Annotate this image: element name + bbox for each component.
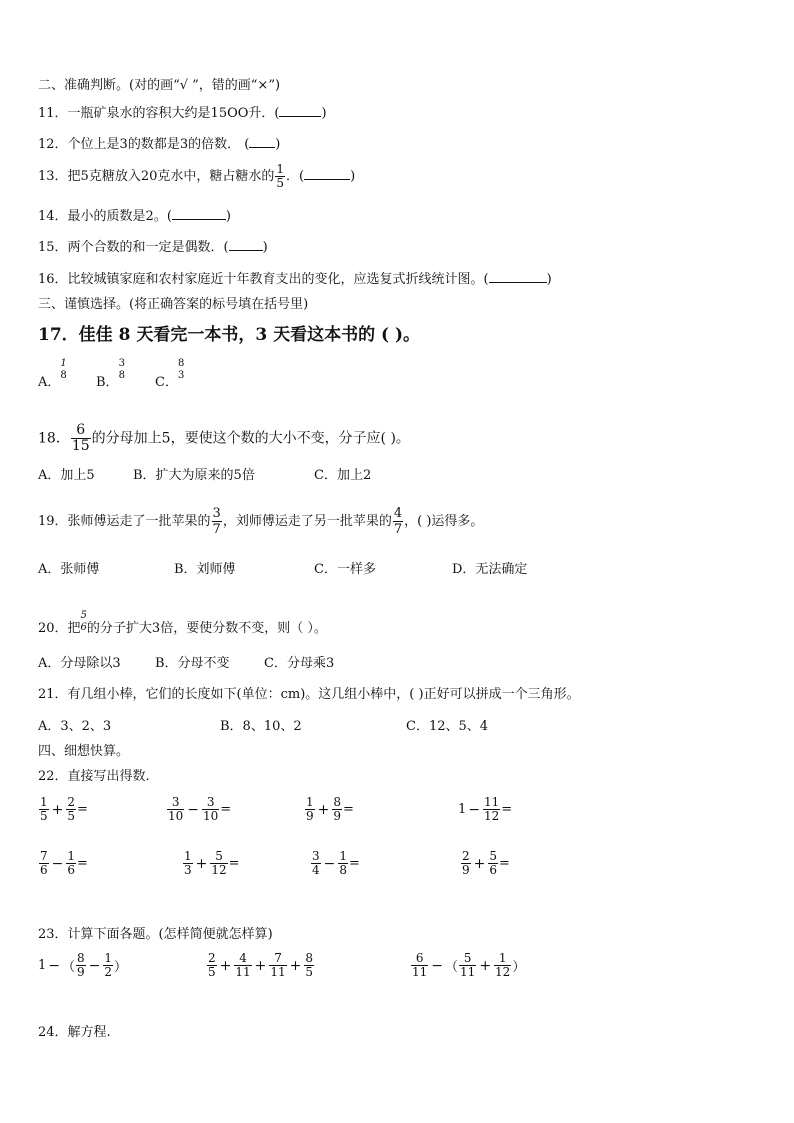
- q18-option-c[interactable]: C．加上2: [314, 468, 372, 483]
- question-18-text: 的分母加上5，要使这个数的大小不变，分子应( )。: [91, 430, 410, 447]
- q20-option-a[interactable]: A．分母除以3: [38, 656, 121, 671]
- fraction: [483, 796, 500, 823]
- numerator: 3: [312, 849, 320, 863]
- option-label: B．: [96, 375, 119, 390]
- numerator: 1: [339, 849, 348, 863]
- question-15: 15．两个合数的和一定是偶数．( ): [38, 240, 268, 255]
- numerator: 11: [484, 795, 500, 809]
- denominator: 9: [77, 965, 85, 979]
- equals-sign: =: [343, 802, 354, 817]
- question-13-text: 13．把5克糖放入20克水中，糖占糖水的: [38, 169, 275, 184]
- denominator: 9: [333, 809, 342, 823]
- numerator: 8: [77, 951, 85, 965]
- fraction: [71, 423, 91, 454]
- answer-blank[interactable]: [249, 135, 275, 148]
- denominator: 12: [484, 809, 500, 823]
- denominator: 2: [104, 965, 113, 979]
- denominator: 11: [412, 965, 428, 979]
- equals-sign: =: [499, 856, 510, 871]
- question-19-text-b: ，刘师傅运走了另一批苹果的: [222, 514, 392, 529]
- fraction: [178, 358, 184, 382]
- question-19: [38, 506, 483, 537]
- q23-expression-2: [206, 952, 315, 979]
- left-paren: （: [62, 960, 76, 975]
- q19-option-d[interactable]: D．无法确定: [452, 562, 528, 577]
- fraction: [275, 163, 285, 190]
- option-label: C．: [155, 375, 178, 390]
- fraction: [494, 952, 511, 979]
- question-21: 21．有几组小棒，它们的长度如下(单位：cm)。这几组小棒中，( )正好可以拼成一个三角形。: [38, 687, 580, 702]
- question-11: 11．一瓶矿泉水的容积大约是15OO升．( ): [38, 106, 327, 121]
- calc-item: [458, 796, 512, 823]
- question-22: 22．直接写出得数.: [38, 769, 150, 784]
- denominator: 11: [235, 965, 251, 979]
- denominator: 5: [67, 809, 76, 823]
- operator: −: [468, 801, 481, 818]
- denominator: 3: [184, 863, 192, 877]
- denominator: 5: [276, 176, 284, 190]
- answer-blank[interactable]: [172, 207, 226, 220]
- numerator: 1: [184, 849, 192, 863]
- q21-option-b[interactable]: B．8、10、2: [220, 719, 302, 734]
- denominator: 5: [305, 965, 314, 979]
- denominator: 6: [40, 863, 48, 877]
- denominator: 6: [80, 622, 87, 633]
- calc-item: [310, 850, 360, 877]
- equals-sign: =: [349, 856, 360, 871]
- question-16: 16．比较城镇家庭和农村家庭近十年教育支出的变化，应选复式折线统计图。( ): [38, 272, 552, 287]
- fraction: [459, 952, 476, 979]
- section-3-title: 三、谨慎选择。(将正确答案的标号填在括号里): [38, 297, 309, 312]
- denominator: 12: [211, 863, 227, 877]
- denominator: 6: [67, 863, 76, 877]
- numerator: 6: [415, 951, 424, 965]
- q17-option-c[interactable]: [155, 358, 185, 392]
- numerator: 4: [393, 506, 403, 521]
- numerator: 1: [498, 951, 507, 965]
- denominator: 8: [339, 863, 348, 877]
- question-12-text: 12．个位上是3的数都是3的倍数． (: [38, 137, 250, 152]
- operator: +: [473, 855, 486, 872]
- q19-option-c[interactable]: C．一样多: [314, 562, 376, 577]
- fraction: [393, 506, 403, 537]
- q23-expression-3: [410, 952, 525, 979]
- numerator: 4: [239, 951, 247, 965]
- fraction: [304, 952, 314, 979]
- fraction: [332, 796, 342, 823]
- numerator: 2: [208, 951, 216, 965]
- fraction: [234, 952, 251, 979]
- denominator: 4: [312, 863, 320, 877]
- operator: +: [195, 855, 208, 872]
- equals-sign: =: [220, 802, 232, 817]
- q20-option-c[interactable]: C．分母乘3: [264, 656, 335, 671]
- whole-number: 1: [458, 802, 467, 817]
- calc-item: [460, 850, 510, 877]
- numerator: 1: [67, 849, 76, 863]
- fraction: [212, 506, 222, 537]
- question-18: [38, 423, 410, 454]
- question-16-text: 16．比较城镇家庭和农村家庭近十年教育支出的变化，应选复式折线统计图。(: [38, 272, 489, 287]
- operator: −: [187, 801, 200, 818]
- numerator: 1: [40, 795, 48, 809]
- numerator: 5: [463, 951, 472, 965]
- operator: −: [51, 855, 64, 872]
- fraction: [305, 796, 315, 823]
- operator: +: [317, 801, 330, 818]
- operator: +: [51, 801, 64, 818]
- equals-sign: =: [501, 802, 513, 817]
- calc-item: [304, 796, 354, 823]
- numerator: 2: [67, 795, 76, 809]
- q18-option-a[interactable]: A．加上5: [38, 468, 95, 483]
- right-paren: ）: [114, 960, 128, 975]
- question-17: 17．佳佳 8 天看完一本书，3 天看这本书的 ( )。: [38, 325, 420, 345]
- numerator: 1: [306, 795, 314, 809]
- question-19-text-a: 19．张师傅运走了一批苹果的: [38, 514, 211, 529]
- question-24: 24．解方程.: [38, 1025, 111, 1040]
- fraction: [66, 850, 76, 877]
- operator: −: [431, 957, 444, 974]
- right-paren: ）: [512, 960, 526, 975]
- denominator: 15: [71, 438, 90, 454]
- numerator: 3: [212, 506, 221, 521]
- numerator: 3: [118, 358, 125, 369]
- question-13-post: ．(: [286, 169, 305, 184]
- question-14: 14．最小的质数是2。( ): [38, 209, 231, 224]
- fraction: [76, 952, 86, 979]
- fraction: [66, 796, 76, 823]
- question-12: 12．个位上是3的数都是3的倍数． ( ): [38, 137, 281, 152]
- numerator: 3: [171, 795, 180, 809]
- fraction: [210, 850, 227, 877]
- operator: +: [254, 957, 267, 974]
- numerator: 5: [489, 849, 498, 863]
- equals-sign: =: [77, 856, 88, 871]
- fraction: [311, 850, 321, 877]
- denominator: 6: [489, 863, 498, 877]
- section-4-title: 四、细想快算。: [38, 744, 130, 759]
- numerator: 7: [274, 951, 282, 965]
- fraction: [202, 796, 219, 823]
- question-20-number: 20．把: [38, 621, 81, 636]
- operator: −: [323, 855, 336, 872]
- calc-item: [182, 850, 240, 877]
- numerator: 1: [104, 951, 113, 965]
- equals-sign: =: [77, 802, 88, 817]
- denominator: 7: [393, 522, 403, 537]
- numerator: 7: [40, 849, 48, 863]
- q17-option-b[interactable]: [96, 358, 125, 392]
- numerator: 8: [305, 951, 314, 965]
- fraction: [39, 850, 49, 877]
- operator: +: [479, 957, 492, 974]
- calc-item: [38, 850, 88, 877]
- fraction: [183, 850, 193, 877]
- numerator: 8: [333, 795, 342, 809]
- option-label: A．: [38, 375, 61, 390]
- denominator: 10: [203, 809, 219, 823]
- denominator: 8: [60, 370, 67, 381]
- numerator: 5: [215, 849, 223, 863]
- fraction: [338, 850, 348, 877]
- fraction: [119, 358, 125, 382]
- denominator: 8: [118, 370, 125, 381]
- question-13: 13．把5克糖放入20克水中，糖占糖水的 $\frac{1}{5}$ ．( ): [38, 162, 356, 190]
- fraction: [81, 610, 87, 634]
- answer-blank[interactable]: [229, 238, 263, 251]
- numerator: 6: [76, 422, 86, 438]
- answer-blank[interactable]: [304, 167, 350, 180]
- question-14-text: 14．最小的质数是2。(: [38, 209, 172, 224]
- denominator: 5: [40, 809, 48, 823]
- denominator: 11: [270, 965, 286, 979]
- denominator: 12: [495, 965, 511, 979]
- numerator: 1: [60, 358, 67, 369]
- question-11-text: 11．一瓶矿泉水的容积大约是15OO升．(: [38, 106, 280, 121]
- equals-sign: =: [228, 856, 240, 871]
- numerator: 2: [462, 849, 470, 863]
- denominator: 3: [177, 370, 185, 381]
- numerator: 3: [206, 795, 215, 809]
- left-paren: （: [445, 960, 459, 975]
- question-23: 23．计算下面各题。(怎样简便就怎样算): [38, 927, 273, 942]
- q19-option-b[interactable]: B．刘师傅: [174, 562, 236, 577]
- denominator: 9: [462, 863, 470, 877]
- fraction: [488, 850, 498, 877]
- q20-option-b[interactable]: B．分母不变: [155, 656, 230, 671]
- fraction: [60, 358, 66, 382]
- numerator: 1: [276, 162, 284, 176]
- q19-option-a[interactable]: A．张师傅: [38, 562, 100, 577]
- calc-item: [38, 796, 88, 823]
- q17-option-a[interactable]: [38, 358, 67, 392]
- question-20-text: 的分子扩大3倍，要使分数不变，则（ ）。: [86, 621, 327, 636]
- numerator: 5: [80, 610, 87, 621]
- whole-number: 1: [38, 958, 47, 973]
- denominator: 7: [212, 522, 221, 537]
- fraction: [103, 952, 113, 979]
- denominator: 11: [460, 965, 476, 979]
- q21-option-c[interactable]: C．12、5、4: [406, 719, 489, 734]
- q21-option-a[interactable]: A．3、2、3: [38, 719, 112, 734]
- fraction: [207, 952, 217, 979]
- denominator: 5: [208, 965, 216, 979]
- question-19-text-c: ，( )运得多。: [404, 514, 484, 529]
- calc-item: [166, 796, 231, 823]
- fraction: [39, 796, 49, 823]
- section-2-title: 二、准确判断。(对的画“√ ”，错的画“×”): [38, 78, 281, 93]
- question-18-number: 18．: [38, 430, 70, 447]
- answer-blank[interactable]: [489, 270, 547, 283]
- operator: +: [219, 957, 232, 974]
- question-20: [38, 610, 327, 648]
- operator: −: [48, 957, 61, 974]
- numerator: 8: [177, 358, 185, 369]
- denominator: 10: [168, 809, 184, 823]
- q23-expression-1: [38, 952, 127, 979]
- q18-option-b[interactable]: B．扩大为原来的5倍: [133, 468, 255, 483]
- fraction: [461, 850, 471, 877]
- answer-blank[interactable]: [279, 104, 321, 117]
- denominator: 9: [306, 809, 314, 823]
- question-15-text: 15．两个合数的和一定是偶数．(: [38, 240, 229, 255]
- fraction: [167, 796, 184, 823]
- fraction: [411, 952, 428, 979]
- operator: −: [88, 957, 101, 974]
- fraction: [269, 952, 286, 979]
- operator: +: [289, 957, 302, 974]
